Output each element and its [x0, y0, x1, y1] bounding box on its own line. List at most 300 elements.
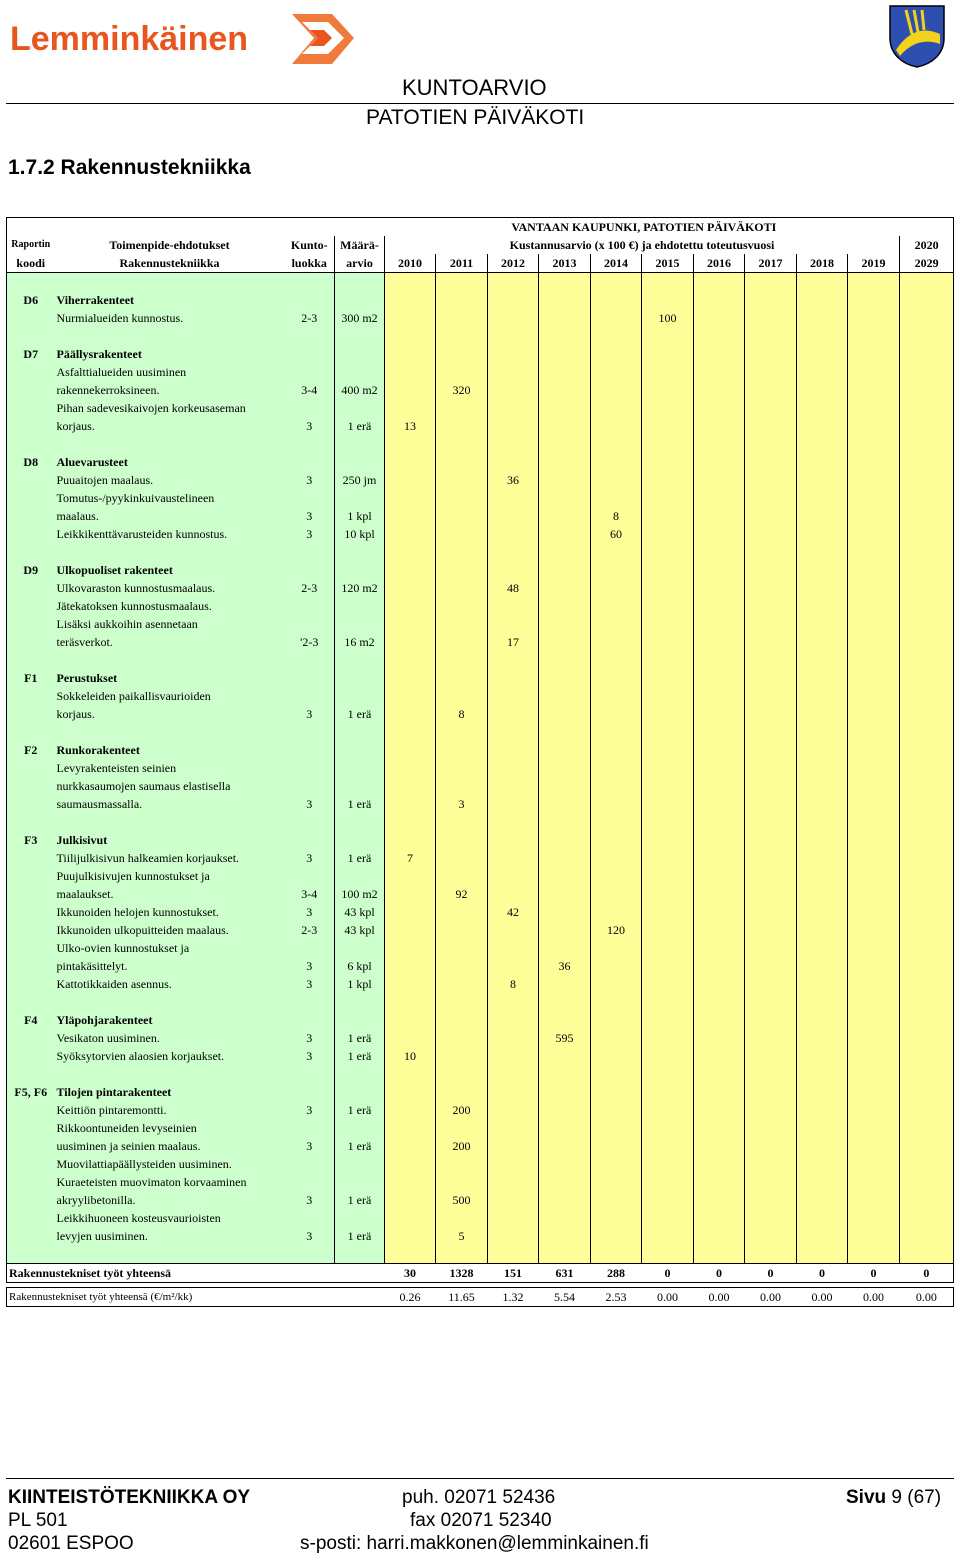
table-cell	[694, 795, 745, 813]
table-cell	[900, 795, 954, 813]
document-subtitle: PATOTIEN PÄIVÄKOTI	[366, 106, 585, 129]
table-cell	[591, 453, 642, 471]
table-cell	[7, 723, 55, 741]
table-cell	[642, 597, 694, 615]
condition-class: 3	[285, 525, 335, 543]
totals-label: Rakennustekniset työt yhteensä (€/m²/kk)	[7, 1288, 285, 1307]
condition-class: 3	[285, 1047, 335, 1065]
table-cell	[642, 993, 694, 1011]
table-cell	[745, 1065, 797, 1083]
table-cell	[900, 939, 954, 957]
table-cell	[7, 417, 55, 435]
table-cell	[848, 795, 900, 813]
table-cell	[539, 1047, 591, 1065]
table-cell	[285, 615, 335, 633]
table-cell	[642, 1191, 694, 1209]
table-row	[7, 1173, 954, 1191]
table-cell	[436, 849, 488, 867]
table-cell	[694, 885, 745, 903]
table-cell	[488, 939, 539, 957]
table-cell	[539, 363, 591, 381]
table-cell	[797, 1065, 848, 1083]
condition-class: 2-3	[285, 921, 335, 939]
table-cell	[335, 669, 385, 687]
table-row	[7, 1137, 954, 1155]
table-row	[7, 759, 954, 777]
table-row	[7, 885, 954, 903]
table-cell	[900, 1119, 954, 1137]
table-cell	[436, 669, 488, 687]
table-row	[7, 1227, 954, 1245]
table-cell	[488, 291, 539, 309]
table-row	[7, 381, 954, 399]
col-condition-header: Kunto-	[285, 236, 335, 254]
action-text: Asfalttialueiden uusiminen	[55, 363, 285, 381]
quantity-estimate: 1 erä	[335, 795, 385, 813]
table-cell	[436, 561, 488, 579]
table-cell	[745, 885, 797, 903]
table-cell	[848, 273, 900, 292]
table-cell	[436, 687, 488, 705]
table-row	[7, 1047, 954, 1065]
table-cell	[900, 759, 954, 777]
table-cell	[285, 1083, 335, 1101]
category-name: Päällysrakenteet	[55, 345, 285, 363]
table-cell	[797, 777, 848, 795]
table-cell	[694, 1209, 745, 1227]
table-cell	[745, 903, 797, 921]
table-cell	[900, 1011, 954, 1029]
quantity-estimate: 1 erä	[335, 417, 385, 435]
action-text: nurkkasaumojen saumaus elastisella	[55, 777, 285, 795]
table-cell	[488, 273, 539, 292]
table-cell	[385, 1029, 436, 1047]
table-cell	[436, 1245, 488, 1264]
table-cell	[642, 345, 694, 363]
action-text: akryylibetonilla.	[55, 1191, 285, 1209]
table-cell	[694, 291, 745, 309]
action-text: Ulko-ovien kunnostukset ja	[55, 939, 285, 957]
table-cell	[285, 687, 335, 705]
table-cell	[285, 759, 335, 777]
table-cell	[539, 903, 591, 921]
table-cell	[797, 687, 848, 705]
table-cell	[488, 813, 539, 831]
table-cell	[285, 273, 335, 292]
year-header-2011: 2011	[436, 254, 488, 273]
table-cell	[385, 327, 436, 345]
table-cell	[488, 759, 539, 777]
cost-value: 5	[436, 1227, 488, 1245]
table-cell	[848, 669, 900, 687]
table-cell	[385, 921, 436, 939]
table-cell	[539, 471, 591, 489]
table-cell	[848, 327, 900, 345]
table-cell	[694, 1119, 745, 1137]
table-cell	[7, 489, 55, 507]
table-cell	[285, 345, 335, 363]
table-cell	[539, 651, 591, 669]
table-cell	[285, 1209, 335, 1227]
table-cell	[436, 309, 488, 327]
table-cell	[745, 543, 797, 561]
table-cell	[797, 903, 848, 921]
footer-page	[846, 1486, 941, 1509]
table-cell	[797, 543, 848, 561]
cost-value: 10	[385, 1047, 436, 1065]
table-cell	[591, 1245, 642, 1264]
cost-value: 36	[488, 471, 539, 489]
table-cell	[539, 417, 591, 435]
table-cell	[642, 399, 694, 417]
table-cell	[436, 1155, 488, 1173]
totals-value: 11.65	[436, 1288, 488, 1307]
quantity-estimate: 1 erä	[335, 1227, 385, 1245]
table-cell	[436, 975, 488, 993]
quantity-estimate: 120 m2	[335, 579, 385, 597]
table-cell	[848, 561, 900, 579]
table-cell	[900, 579, 954, 597]
action-text: rakennekerroksineen.	[55, 381, 285, 399]
table-cell	[385, 1119, 436, 1137]
spacer-row	[7, 651, 954, 669]
table-cell	[900, 669, 954, 687]
table-row	[7, 309, 954, 327]
table-cell	[539, 435, 591, 453]
table-cell	[642, 741, 694, 759]
spacer-row	[7, 543, 954, 561]
table-cell	[797, 579, 848, 597]
condition-class: 2-3	[285, 579, 335, 597]
table-cell	[436, 597, 488, 615]
table-cell	[591, 1101, 642, 1119]
table-cell	[745, 417, 797, 435]
table-cell	[642, 453, 694, 471]
table-cell	[694, 723, 745, 741]
table-cell	[848, 1029, 900, 1047]
table-cell	[385, 1065, 436, 1083]
table-cell	[848, 399, 900, 417]
table-cell	[642, 903, 694, 921]
table-cell	[285, 399, 335, 417]
col-quantity-header-2: arvio	[335, 254, 385, 273]
table-cell	[642, 273, 694, 292]
table-cell	[285, 543, 335, 561]
table-cell	[7, 687, 55, 705]
table-cell	[55, 993, 285, 1011]
table-cell	[745, 1029, 797, 1047]
table-header-row-1	[7, 218, 954, 237]
table-cell	[745, 705, 797, 723]
condition-class: 3	[285, 1227, 335, 1245]
quantity-estimate: 250 jm	[335, 471, 385, 489]
condition-class: 3	[285, 1137, 335, 1155]
table-cell	[797, 273, 848, 292]
table-cell	[642, 867, 694, 885]
spacer-row	[7, 327, 954, 345]
table-cell	[900, 1101, 954, 1119]
action-text: Syöksytorvien alaosien korjaukset.	[55, 1047, 285, 1065]
condition-class: 3-4	[285, 885, 335, 903]
table-cell	[539, 687, 591, 705]
table-cell	[488, 1137, 539, 1155]
category-row	[7, 453, 954, 471]
table-cell	[7, 507, 55, 525]
footer-city: 02601 ESPOO	[8, 1533, 134, 1554]
year-header-2015: 2015	[642, 254, 694, 273]
col-report-header: Raportin	[7, 236, 55, 254]
table-cell	[745, 615, 797, 633]
table-cell	[488, 309, 539, 327]
table-cell	[591, 939, 642, 957]
footer-divider	[6, 1478, 954, 1479]
table-cell	[488, 993, 539, 1011]
table-cell	[335, 867, 385, 885]
table-cell	[55, 435, 285, 453]
table-row	[7, 525, 954, 543]
table-cell	[900, 687, 954, 705]
table-cell	[642, 435, 694, 453]
table-cell	[694, 1137, 745, 1155]
table-row	[7, 597, 954, 615]
table-cell	[385, 1011, 436, 1029]
table-cell	[848, 525, 900, 543]
table-cell	[797, 921, 848, 939]
table-cell	[7, 1191, 55, 1209]
table-cell	[285, 669, 335, 687]
table-cell	[488, 741, 539, 759]
table-cell	[797, 939, 848, 957]
table-cell	[591, 885, 642, 903]
table-cell	[285, 723, 335, 741]
totals-value: 1.32	[488, 1288, 539, 1307]
table-cell	[7, 363, 55, 381]
table-cell	[900, 831, 954, 849]
quantity-estimate: 100 m2	[335, 885, 385, 903]
table-cell	[694, 849, 745, 867]
table-cell	[900, 723, 954, 741]
table-cell	[539, 795, 591, 813]
table-cell	[7, 921, 55, 939]
category-row	[7, 741, 954, 759]
table-cell	[642, 921, 694, 939]
table-cell	[285, 651, 335, 669]
action-text: Lisäksi aukkoihin asennetaan	[55, 615, 285, 633]
quantity-estimate: 1 erä	[335, 849, 385, 867]
table-cell	[488, 1029, 539, 1047]
table-cell	[55, 651, 285, 669]
table-cell	[745, 921, 797, 939]
table-cell	[694, 399, 745, 417]
condition-class: 3-4	[285, 381, 335, 399]
table-cell	[55, 543, 285, 561]
table-cell	[900, 615, 954, 633]
category-row	[7, 561, 954, 579]
table-cell	[591, 795, 642, 813]
table-cell	[694, 1245, 745, 1264]
table-cell	[900, 777, 954, 795]
table-cell	[591, 1047, 642, 1065]
table-cell	[591, 813, 642, 831]
table-cell	[694, 381, 745, 399]
table-cell	[745, 1137, 797, 1155]
table-cell	[488, 381, 539, 399]
action-text: Ikkunoiden ulkopuitteiden maalaus.	[55, 921, 285, 939]
table-cell	[539, 849, 591, 867]
table-cell	[642, 1047, 694, 1065]
table-cell	[436, 1011, 488, 1029]
table-cell	[539, 309, 591, 327]
table-cell	[285, 489, 335, 507]
table-cell	[797, 561, 848, 579]
table-cell	[436, 291, 488, 309]
table-cell	[642, 327, 694, 345]
table-row	[7, 507, 954, 525]
table-cell	[745, 399, 797, 417]
table-cell	[745, 723, 797, 741]
table-cell	[488, 723, 539, 741]
table-cell	[7, 777, 55, 795]
table-cell	[488, 795, 539, 813]
table-cell	[694, 615, 745, 633]
category-name: Yläpohjarakenteet	[55, 1011, 285, 1029]
quantity-estimate: 1 erä	[335, 1047, 385, 1065]
table-cell	[694, 1065, 745, 1083]
table-cell	[591, 1209, 642, 1227]
table-cell	[488, 957, 539, 975]
table-cell	[385, 615, 436, 633]
table-cell	[797, 615, 848, 633]
table-cell	[385, 687, 436, 705]
table-header-row-3	[7, 254, 954, 273]
table-cell	[285, 327, 335, 345]
table-cell	[745, 471, 797, 489]
table-cell	[642, 1173, 694, 1191]
table-cell	[7, 1209, 55, 1227]
table-cell	[745, 1101, 797, 1119]
table-cell	[848, 309, 900, 327]
category-code: F5, F6	[7, 1083, 55, 1101]
cost-value: 595	[539, 1029, 591, 1047]
table-cell	[694, 687, 745, 705]
table-cell	[900, 543, 954, 561]
totals-value: 2.53	[591, 1288, 642, 1307]
table-cell	[591, 1011, 642, 1029]
table-cell	[335, 741, 385, 759]
table-cell	[385, 633, 436, 651]
table-cell	[591, 993, 642, 1011]
table-cell	[694, 993, 745, 1011]
table-cell	[848, 381, 900, 399]
table-cell	[848, 687, 900, 705]
table-cell	[335, 939, 385, 957]
table-cell	[848, 777, 900, 795]
table-cell	[335, 1083, 385, 1101]
table-cell	[797, 849, 848, 867]
action-text: Muovilattiapäällysteiden uusiminen.	[55, 1155, 285, 1173]
category-name: Ulkopuoliset rakenteet	[55, 561, 285, 579]
table-cell	[694, 1011, 745, 1029]
action-text: Tomutus-/pyykinkuivaustelineen	[55, 489, 285, 507]
table-cell	[591, 957, 642, 975]
table-cell	[285, 831, 335, 849]
table-cell	[745, 1155, 797, 1173]
table-cell	[436, 525, 488, 543]
table-cell	[797, 399, 848, 417]
table-cell	[591, 741, 642, 759]
table-cell	[436, 633, 488, 651]
table-cell	[539, 381, 591, 399]
table-cell	[848, 471, 900, 489]
table-cell	[745, 1011, 797, 1029]
table-cell	[694, 345, 745, 363]
table-cell	[539, 579, 591, 597]
table-cell	[694, 1191, 745, 1209]
table-row	[7, 363, 954, 381]
table-cell	[591, 471, 642, 489]
totals-value: 631	[539, 1264, 591, 1283]
table-cell	[642, 363, 694, 381]
table-cell	[745, 849, 797, 867]
table-cell	[591, 291, 642, 309]
spacer-row	[7, 1245, 954, 1264]
table-cell	[745, 957, 797, 975]
cost-value: 42	[488, 903, 539, 921]
table-cell	[488, 777, 539, 795]
condition-class: 3	[285, 957, 335, 975]
table-cell	[385, 345, 436, 363]
footer-company: KIINTEISTÖTEKNIIKKA OY	[8, 1487, 251, 1508]
table-cell	[797, 1227, 848, 1245]
table-cell	[385, 669, 436, 687]
table-cell	[488, 885, 539, 903]
table-cell	[900, 435, 954, 453]
table-cell	[7, 939, 55, 957]
table-cell	[539, 939, 591, 957]
table-cell	[848, 705, 900, 723]
table-cell	[7, 1065, 55, 1083]
table-cell	[385, 1137, 436, 1155]
table-cell	[642, 489, 694, 507]
table-cell	[539, 1245, 591, 1264]
totals-empty	[285, 1288, 335, 1307]
table-cell	[335, 543, 385, 561]
table-cell	[539, 597, 591, 615]
table-cell	[539, 1101, 591, 1119]
table-cell	[797, 669, 848, 687]
year-header-2016: 2016	[694, 254, 745, 273]
table-cell	[7, 759, 55, 777]
table-cell	[642, 777, 694, 795]
table-cell	[436, 489, 488, 507]
table-cell	[7, 903, 55, 921]
table-cell	[539, 1227, 591, 1245]
table-cell	[745, 525, 797, 543]
table-cell	[385, 1155, 436, 1173]
document-title: KUNTOARVIO	[402, 75, 547, 100]
table-cell	[539, 813, 591, 831]
table-cell	[797, 1245, 848, 1264]
table-cell	[436, 399, 488, 417]
table-cell	[591, 1119, 642, 1137]
table-cell	[335, 435, 385, 453]
table-cell	[488, 831, 539, 849]
table-cell	[385, 597, 436, 615]
table-cell	[285, 777, 335, 795]
table-header-row-2	[7, 236, 954, 254]
table-cell	[591, 849, 642, 867]
table-cell	[285, 1155, 335, 1173]
